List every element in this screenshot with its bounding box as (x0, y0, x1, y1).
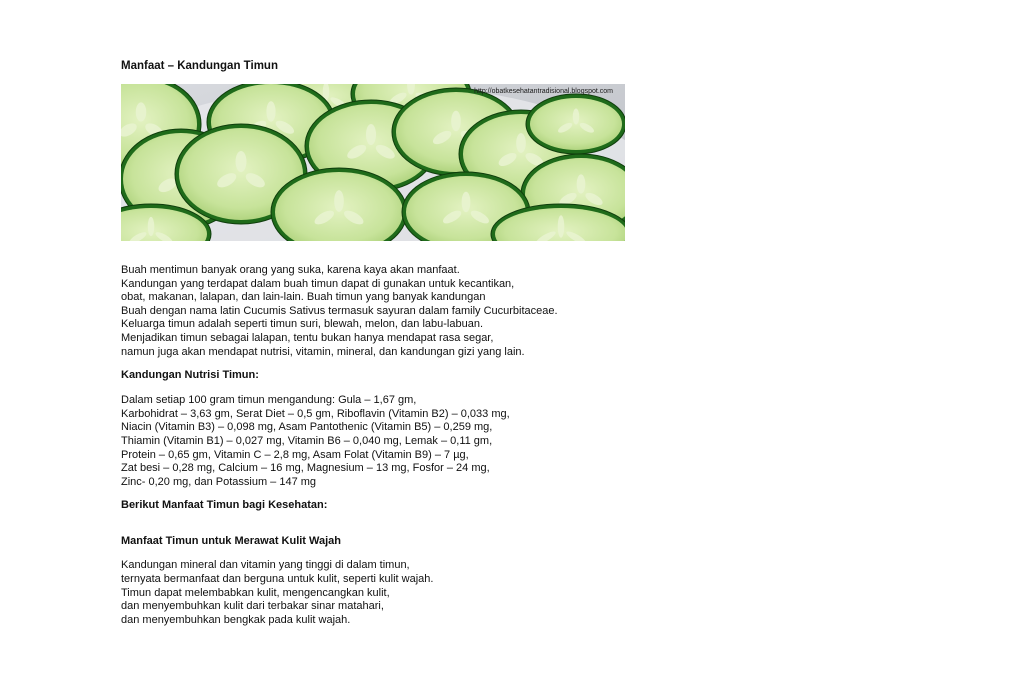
skin-care-line: ternyata bermanfaat dan berguna untuk kulit, seperti kulit wajah. (121, 572, 434, 585)
nutrition-line: Zat besi – 0,28 mg, Calcium – 16 mg, Magnesium – 13 mg, Fosfor – 24 mg, (121, 462, 490, 475)
nutrition-line: Niacin (Vitamin B3) – 0,098 mg, Asam Pantothenic (Vitamin B5) – 0,259 mg, (121, 421, 493, 434)
nutrition-heading: Kandungan Nutrisi Timun: (121, 369, 259, 382)
skin-care-line: Kandungan mineral dan vitamin yang tinggi di dalam timun, (121, 559, 410, 572)
document-content (121, 58, 821, 627)
document-title: Manfaat – Kandungan Timun (121, 60, 278, 72)
intro-paragraph (121, 264, 821, 359)
nutrition-paragraph (121, 394, 821, 489)
intro-line: namun juga akan mendapat nutrisi, vitamin, mineral, dan kandungan gizi yang lain. (121, 345, 525, 358)
nutrition-line: Thiamin (Vitamin B1) – 0,027 mg, Vitamin B6 – 0,040 mg, Lemak – 0,11 gm, (121, 434, 493, 447)
intro-line: Buah mentimun banyak orang yang suka, karena kaya akan manfaat. (121, 264, 460, 276)
intro-line: obat, makanan, lalapan, dan lain-lain. Buah timun yang banyak kandungan (121, 291, 486, 304)
skin-care-paragraph (121, 559, 821, 627)
intro-line: Buah dengan nama latin Cucumis Sativus termasuk sayuran dalam family Cucurbitaceae. (121, 304, 558, 317)
skin-care-line: Timun dapat melembabkan kulit, mengencangkan kulit, (121, 586, 390, 599)
skin-care-line: dan menyembuhkan bengkak pada kulit wajah. (121, 613, 351, 626)
intro-line: Keluarga timun adalah seperti timun suri, blewah, melon, dan labu-labuan. (121, 318, 483, 331)
cucumber-slice (526, 94, 625, 154)
benefits-heading: Berikut Manfaat Timun bagi Kesehatan: (121, 499, 328, 512)
nutrition-line: Zinc- 0,20 mg, dan Potassium – 147 mg (121, 475, 317, 488)
intro-line: Menjadikan timun sebagai lalapan, tentu bukan hanya mendapat rasa segar, (121, 331, 494, 344)
skin-care-heading: Manfaat Timun untuk Merawat Kulit Wajah (121, 535, 342, 548)
cucumber-slices-illustration (121, 84, 625, 241)
cucumber-photo (121, 84, 625, 241)
photo-watermark-url: http://obatkesehatantradisional.blogspot.com (474, 88, 613, 95)
nutrition-line: Protein – 0,65 gm, Vitamin C – 2,8 mg, Asam Folat (Vitamin B9) – 7 µg, (121, 448, 469, 461)
skin-care-line: dan menyembuhkan kulit dari terbakar sinar matahari, (121, 600, 384, 613)
intro-line: Kandungan yang terdapat dalam buah timun dapat di gunakan untuk kecantikan, (121, 277, 515, 290)
nutrition-line: Karbohidrat – 3,63 gm, Serat Diet – 0,5 gm, Riboflavin (Vitamin B2) – 0,033 mg, (121, 407, 510, 420)
nutrition-line: Dalam setiap 100 gram timun mengandung: Gula – 1,67 gm, (121, 394, 417, 407)
